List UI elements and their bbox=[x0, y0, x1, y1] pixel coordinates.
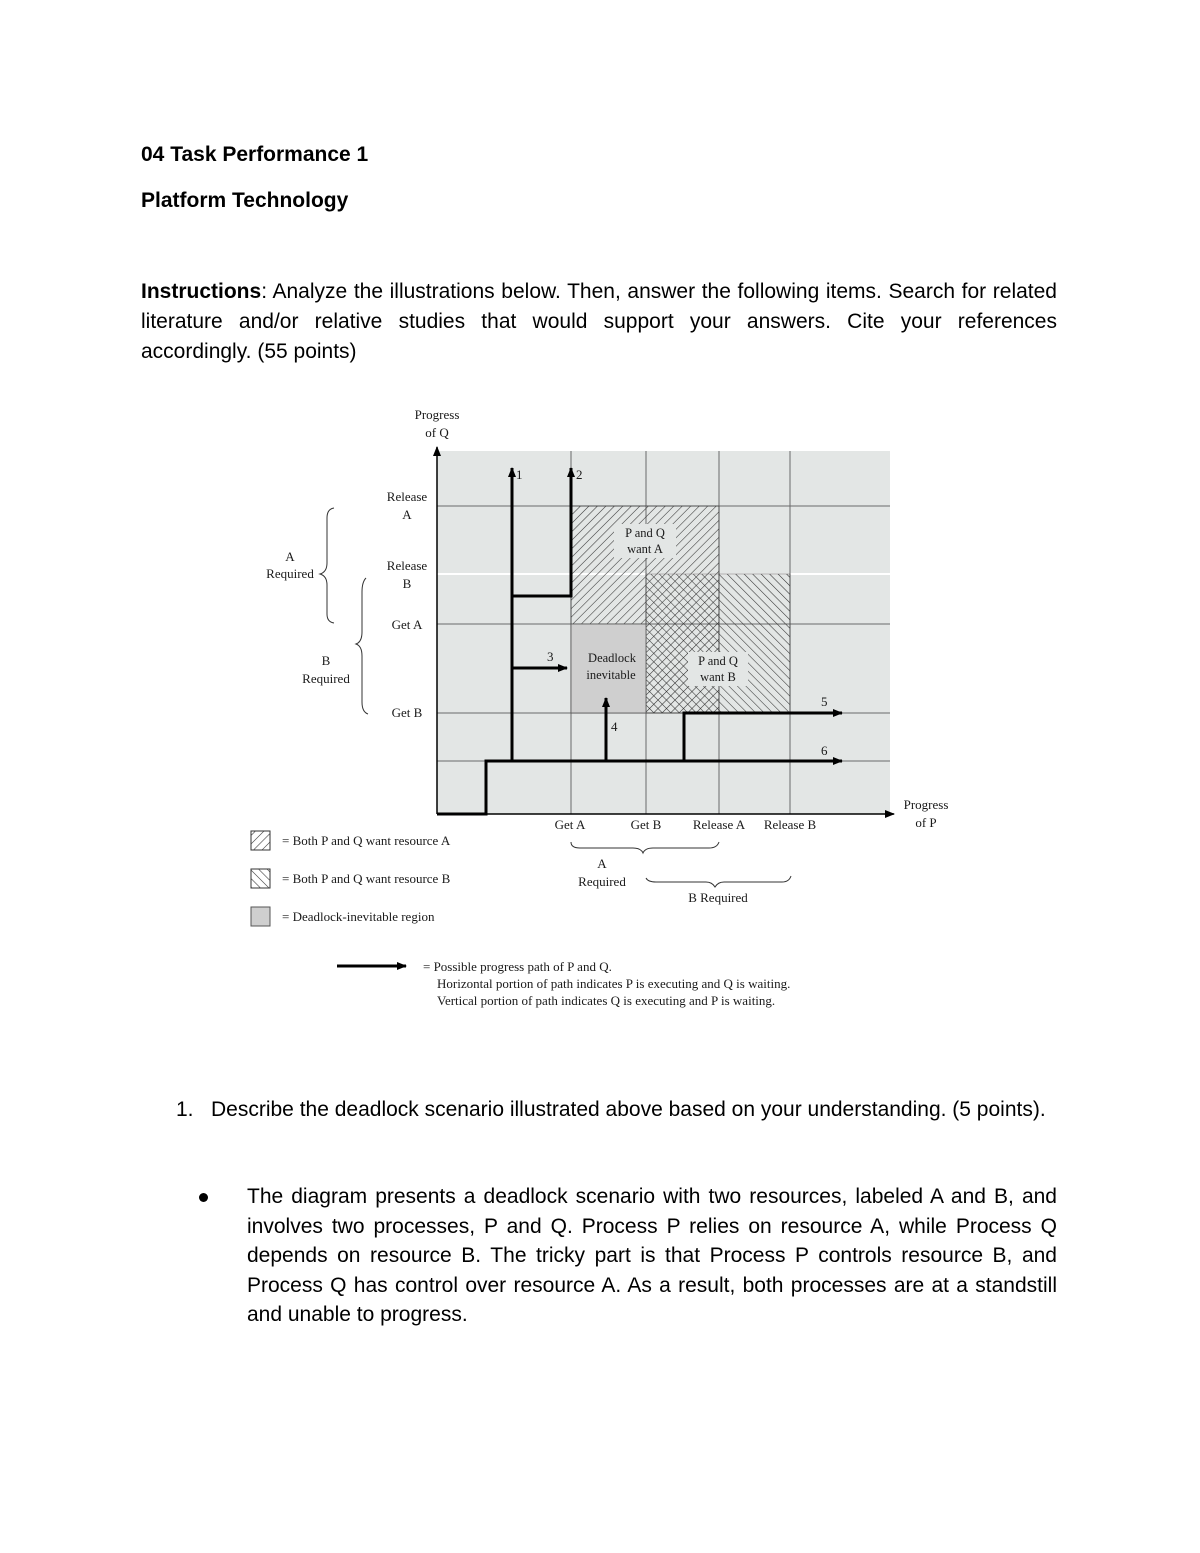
legend-want-a: = Both P and Q want resource A bbox=[282, 833, 451, 848]
question-1 bbox=[176, 1095, 1057, 1125]
legend-want-b-swatch bbox=[251, 869, 270, 888]
instructions-text: : Analyze the illustrations below. Then, answer the following items. Search for related literature and/or relative studies that would support your answers. Cite your references accordingly. (55 points) bbox=[141, 280, 1057, 363]
region-want-b bbox=[646, 574, 790, 713]
legend-want-a-swatch bbox=[251, 831, 270, 850]
b-required-left-1: B bbox=[321, 653, 331, 668]
legend-path-1: = Possible progress path of P and Q. bbox=[423, 959, 612, 974]
a-required-bottom-1: A bbox=[597, 856, 607, 871]
x-axis-title-2: of P bbox=[915, 815, 937, 830]
brace-a-required-bottom bbox=[571, 842, 719, 853]
bullet-icon bbox=[199, 1193, 208, 1202]
path-label-6: 6 bbox=[821, 743, 828, 758]
x-tick-get-a: Get A bbox=[554, 817, 586, 832]
question-1-text: Describe the deadlock scenario illustrated above based on your understanding. (5 points). bbox=[211, 1098, 1046, 1121]
a-required-left-1: A bbox=[285, 549, 295, 564]
region-want-a-label-1: P and Q bbox=[625, 526, 665, 540]
legend-want-b: = Both P and Q want resource B bbox=[282, 871, 451, 886]
answer-1-text: The diagram presents a deadlock scenario with two resources, labeled A and B, and involves two processes, P and Q. Process P relies on resource A, while Process Q depends on resource B. The tricky part is that Process P controls resource B, and Process Q has control over resource A. As a result, both processes are at a standstill and unable to progress. bbox=[247, 1185, 1057, 1326]
answer-1 bbox=[199, 1182, 1057, 1330]
deadlock-progress-diagram bbox=[240, 400, 970, 1020]
x-tick-release-b: Release B bbox=[763, 817, 817, 832]
b-required-bottom: B Required bbox=[688, 890, 748, 905]
legend-path-2: Horizontal portion of path indicates P is executing and Q is waiting. bbox=[437, 976, 791, 991]
path-label-3: 3 bbox=[547, 649, 554, 664]
instructions-label: Instructions bbox=[141, 280, 262, 303]
y-tick-get-b: Get B bbox=[391, 705, 423, 720]
region-want-a-label-2: want A bbox=[627, 542, 663, 556]
a-required-left-2: Required bbox=[266, 566, 314, 581]
path-label-2: 2 bbox=[576, 467, 583, 482]
path-label-1: 1 bbox=[516, 467, 523, 482]
brace-a-required-left bbox=[320, 508, 334, 623]
y-tick-release-a-1: Release bbox=[386, 489, 428, 504]
brace-b-required-left bbox=[356, 578, 368, 714]
y-tick-get-a: Get A bbox=[391, 617, 423, 632]
x-tick-release-a: Release A bbox=[692, 817, 746, 832]
legend-path-3: Vertical portion of path indicates Q is executing and P is waiting. bbox=[437, 993, 776, 1008]
b-required-left-2: Required bbox=[302, 671, 350, 686]
x-tick-get-b: Get B bbox=[630, 817, 662, 832]
y-axis-title-1: Progress bbox=[414, 407, 460, 422]
legend-deadlock: = Deadlock-inevitable region bbox=[282, 909, 435, 924]
document-subtitle: Platform Technology bbox=[141, 189, 349, 212]
document-title: 04 Task Performance 1 bbox=[141, 143, 369, 166]
region-want-b-label-1: P and Q bbox=[698, 654, 738, 668]
question-1-number: 1. bbox=[176, 1098, 194, 1121]
path-label-5: 5 bbox=[821, 694, 828, 709]
y-tick-release-b-2: B bbox=[402, 576, 412, 591]
region-deadlock-label-1: Deadlock bbox=[588, 651, 636, 665]
x-axis-title-1: Progress bbox=[903, 797, 949, 812]
path-label-4: 4 bbox=[611, 719, 618, 734]
legend-deadlock-swatch bbox=[251, 907, 270, 926]
region-want-b-label-2: want B bbox=[700, 670, 736, 684]
brace-b-required-bottom bbox=[646, 876, 791, 887]
y-axis-title-2: of Q bbox=[425, 425, 449, 440]
a-required-bottom-2: Required bbox=[578, 874, 626, 889]
instructions-paragraph bbox=[141, 277, 1057, 367]
region-deadlock-label-2: inevitable bbox=[586, 668, 636, 682]
y-tick-release-b-1: Release bbox=[386, 558, 428, 573]
y-tick-release-a-2: A bbox=[402, 507, 412, 522]
